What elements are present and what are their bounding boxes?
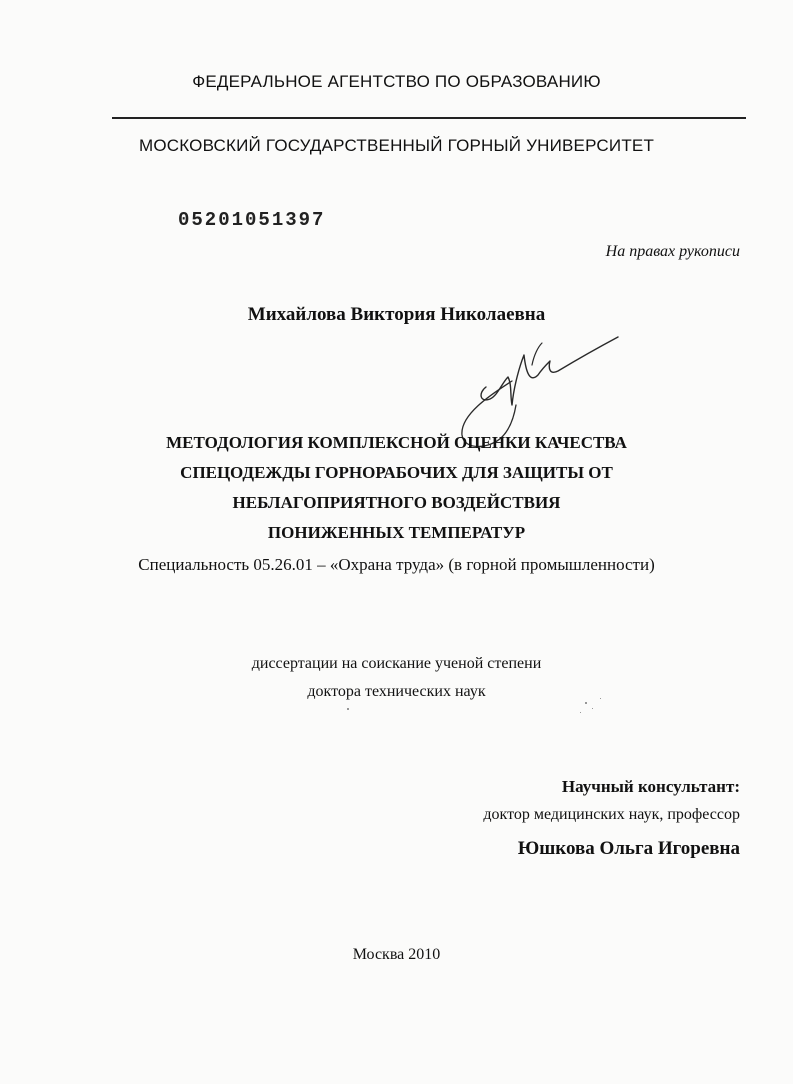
- title-line-4: ПОНИЖЕННЫХ ТЕМПЕРАТУР: [267, 523, 526, 542]
- agency-heading: ФЕДЕРАЛЬНОЕ АГЕНТСТВО ПО ОБРАЗОВАНИЮ: [192, 72, 601, 91]
- title-line-3: НЕБЛАГОПРИЯТНОГО ВОЗДЕЙСТВИЯ: [232, 493, 561, 512]
- registration-number: 05201051397: [178, 209, 326, 231]
- consultant-degree: доктор медицинских наук, профессор: [483, 806, 740, 823]
- specialty-line: Специальность 05.26.01 – «Охрана труда» (в горной промышленности): [138, 555, 655, 574]
- rights-note: На правах рукописи: [605, 243, 740, 260]
- dissertation-title: [0, 428, 793, 548]
- university-heading: МОСКОВСКИЙ ГОСУДАРСТВЕННЫЙ ГОРНЫЙ УНИВЕРСИТЕТ: [138, 136, 655, 155]
- consultant-label: Научный консультант:: [561, 777, 740, 796]
- consultant-name: Юшкова Ольга Игоревна: [517, 838, 740, 859]
- title-line-2: СПЕЦОДЕЖДЫ ГОРНОРАБОЧИХ ДЛЯ ЗАЩИТЫ ОТ: [180, 463, 613, 482]
- title-line-1: МЕТОДОЛОГИЯ КОМПЛЕКСНОЙ ОЦЕНКИ КАЧЕСТВА: [166, 433, 627, 452]
- header-divider: [112, 117, 746, 119]
- author-name: Михайлова Виктория Николаевна: [247, 304, 546, 325]
- degree-line-2: доктора технических наук: [307, 683, 486, 700]
- city-year: Москва 2010: [352, 946, 441, 963]
- degree-line-1: диссертации на соискание ученой степени: [251, 655, 542, 672]
